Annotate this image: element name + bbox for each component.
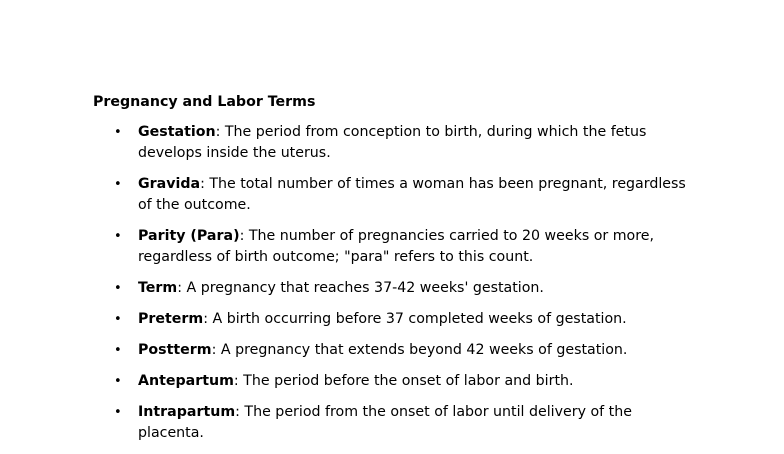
bullet-icon: •: [114, 125, 122, 140]
bullet-icon: •: [114, 177, 122, 192]
term-label: Gestation: [138, 124, 216, 140]
terms-list: [0, 122, 784, 454]
term-definition: : The period from conception to birth, during which the fetus develops inside the uterus.: [138, 124, 647, 161]
term-definition: : A birth occurring before 37 completed weeks of gestation.: [203, 311, 627, 327]
list-item: [0, 278, 698, 299]
term-label: Preterm: [138, 311, 204, 327]
term-definition: : A pregnancy that extends beyond 42 weeks of gestation.: [211, 342, 628, 358]
term-label: Postterm: [138, 342, 212, 358]
term-definition: : The period before the onset of labor and birth.: [233, 373, 574, 389]
term-label: Antepartum: [138, 373, 234, 389]
list-item: [0, 340, 698, 361]
term-definition: : A pregnancy that reaches 37-42 weeks' gestation.: [177, 280, 544, 296]
bullet-icon: •: [114, 374, 122, 389]
list-item: [0, 371, 698, 392]
bullet-icon: •: [114, 312, 122, 327]
list-item: [0, 226, 698, 268]
list-item: [0, 309, 698, 330]
bullet-icon: •: [114, 229, 122, 244]
list-item: [0, 174, 698, 216]
bullet-icon: •: [114, 405, 122, 420]
bullet-icon: •: [114, 343, 122, 358]
term-definition: : The total number of times a woman has been pregnant, regardless of the outcome.: [138, 176, 686, 213]
list-item: [0, 402, 698, 444]
term-label: Term: [138, 280, 178, 296]
bullet-icon: •: [114, 281, 122, 296]
page-title: Pregnancy and Labor Terms: [93, 94, 316, 110]
term-label: Gravida: [138, 176, 201, 192]
term-label: Intrapartum: [138, 404, 236, 420]
list-item: [0, 122, 698, 164]
term-definition: : The number of pregnancies carried to 20 weeks or more, regardless of birth outcome; "para" refers to this count.: [138, 228, 654, 265]
term-definition: : The period from the onset of labor until delivery of the placenta.: [138, 404, 632, 441]
term-label: Parity (Para): [138, 228, 240, 244]
